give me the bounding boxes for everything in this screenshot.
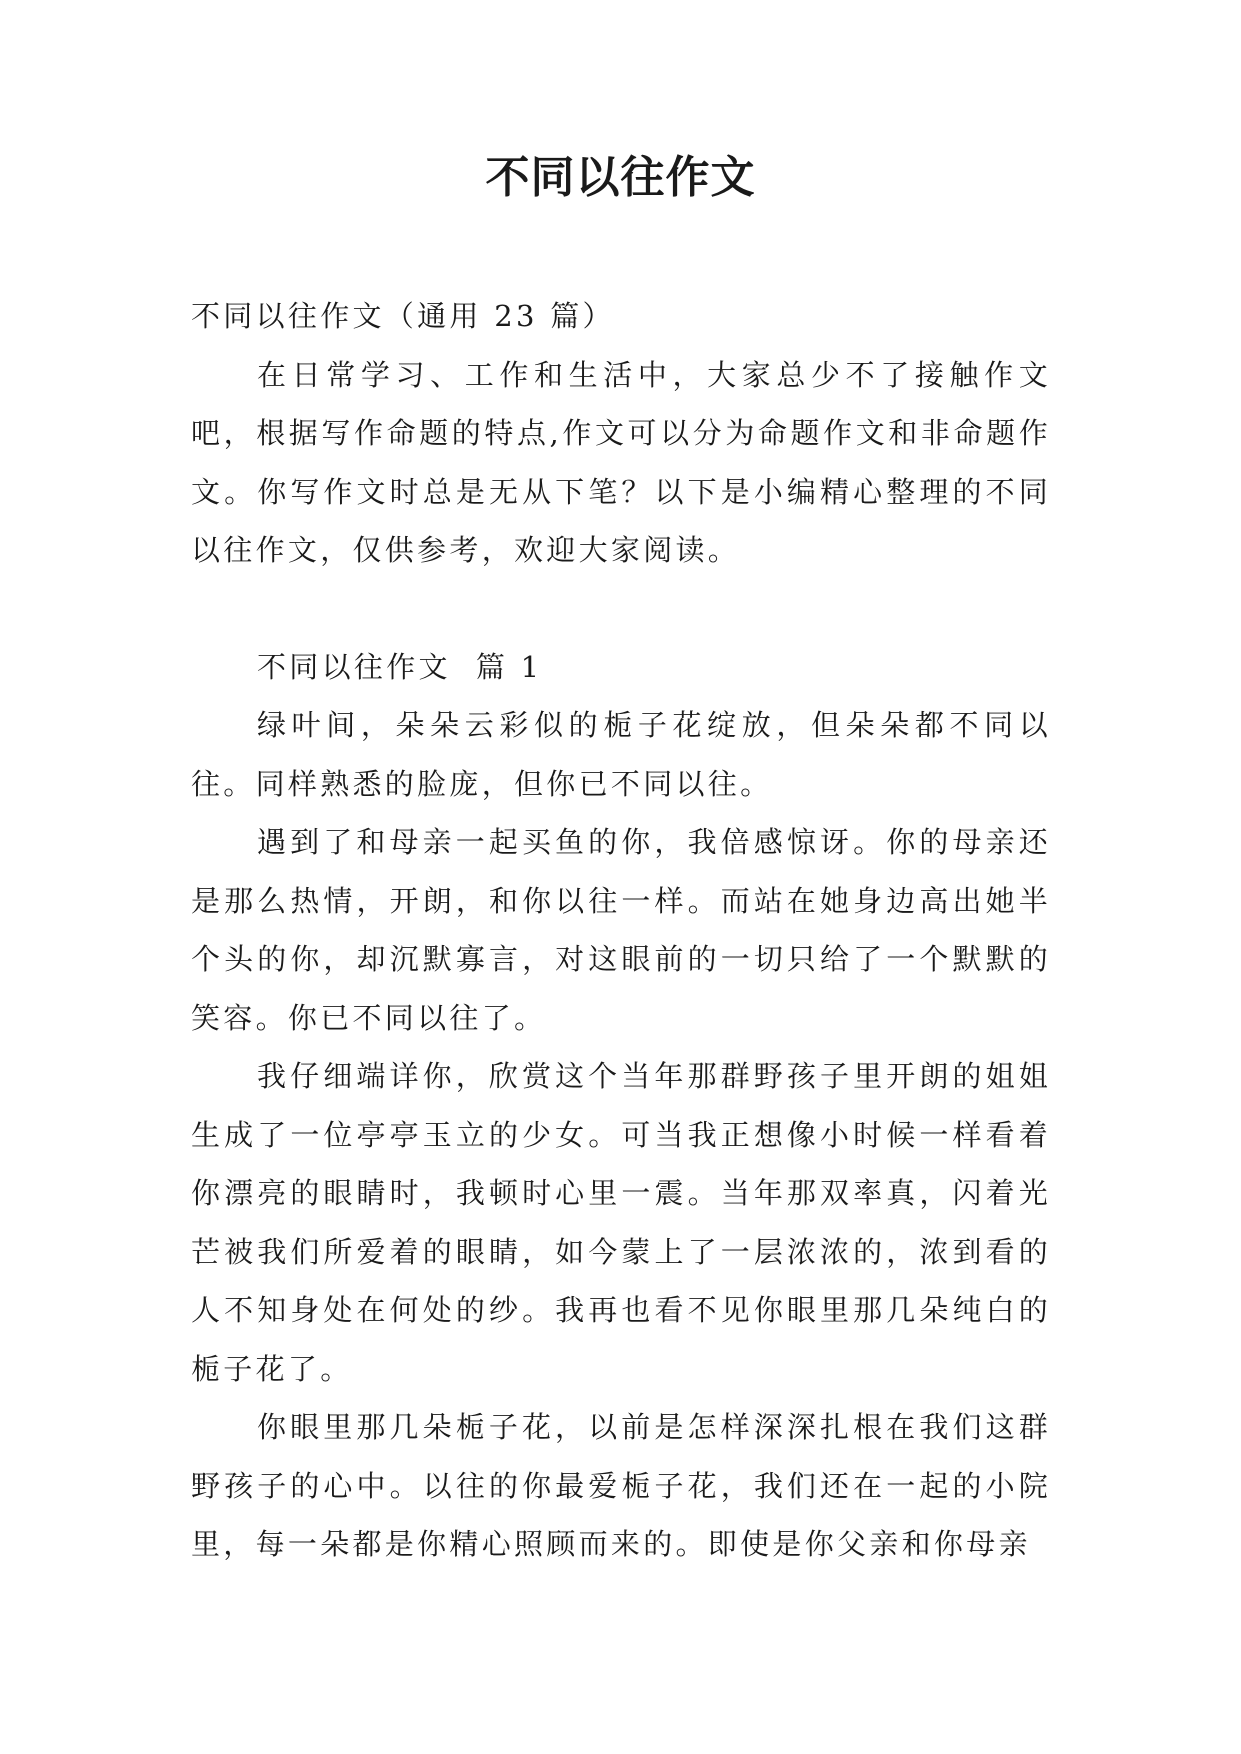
document-title: 不同以往作文 xyxy=(485,152,756,203)
document-body xyxy=(191,287,1051,1574)
body-paragraph: 你眼里那几朵栀子花，以前是怎样深深扎根在我们这群野孩子的心中。以往的你最爱栀子花，我们还在一起的小院里，每一朵都是你精心照顾而来的。即使是你父亲和你母亲 xyxy=(191,1410,1051,1561)
body-paragraph: 我仔细端详你，欣赏这个当年那群野孩子里开朗的姐姐生成了一位亭亭玉立的少女。可当我正想像小时候一样看着你漂亮的眼睛时，我顿时心里一震。当年那双率真，闪着光芒被我们所爱着的眼睛，如今蒙上了一层浓浓的，浓到看的人不知身处在何处的纱。我再也看不见你眼里那几朵纯白的栀子花了。 xyxy=(191,1059,1051,1386)
body-paragraph: 绿叶间，朵朵云彩似的栀子花绽放，但朵朵都不同以往。同样熟悉的脸庞，但你已不同以往。 xyxy=(191,708,1051,801)
intro-paragraph: 在日常学习、工作和生活中，大家总少不了接触作文吧，根据写作命题的特点,作文可以分为命题作文和非命题作文。你写作文时总是无从下笔？以下是小编精心整理的不同以往作文，仅供参考，欢迎大家阅读。 xyxy=(191,357,1051,567)
section-heading: 不同以往作文 篇 1 xyxy=(257,649,543,684)
body-paragraph: 遇到了和母亲一起买鱼的你，我倍感惊讶。你的母亲还是那么热情，开朗，和你以往一样。而站在她身边高出她半个头的你，却沉默寡言，对这眼前的一切只给了一个默默的笑容。你已不同以往了。 xyxy=(191,825,1051,1035)
document-subtitle: 不同以往作文（通用 23 篇） xyxy=(191,299,615,333)
